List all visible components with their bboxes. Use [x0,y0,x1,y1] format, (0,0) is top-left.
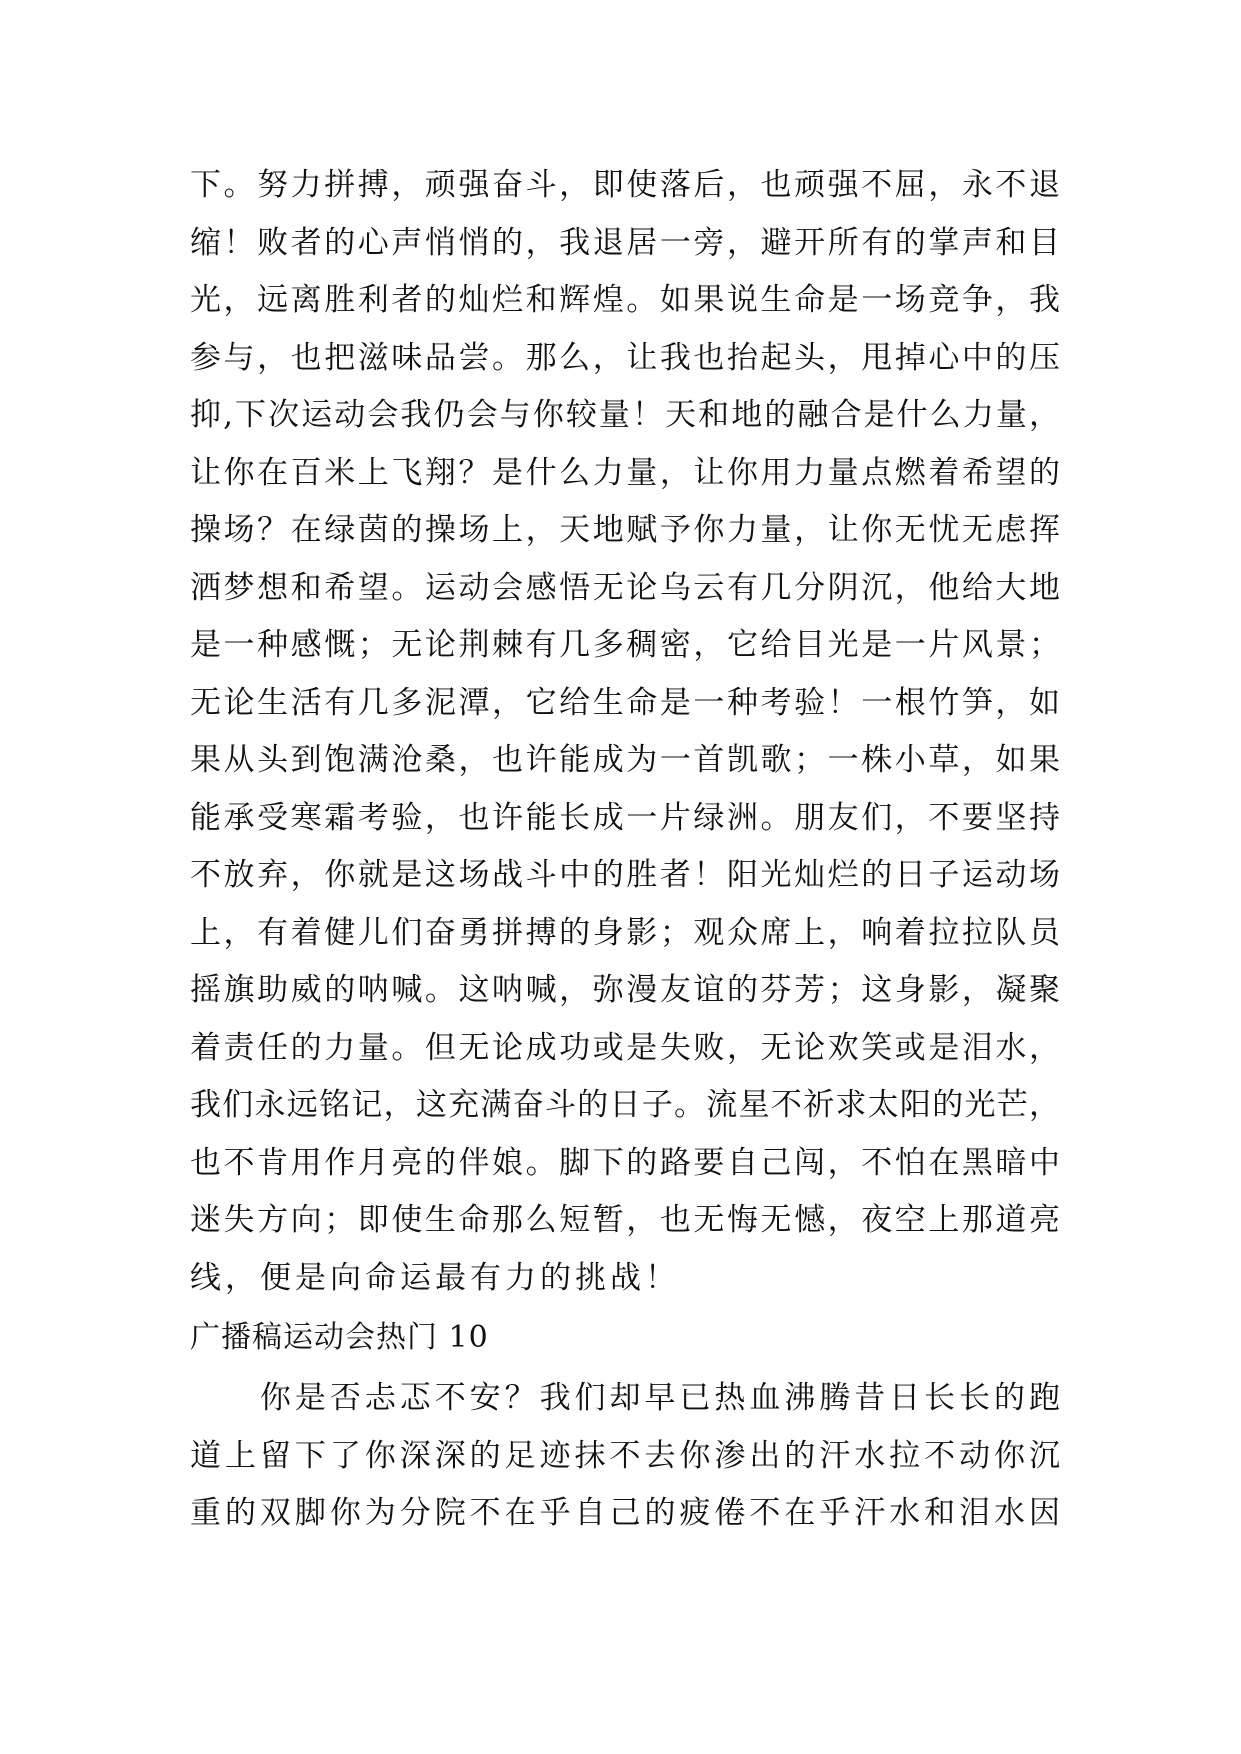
paragraph-line-last: 线，便是向命运最有力的挑战！ [190,1259,680,1296]
paragraph-line: 果从头到饱满沧桑，也许能成为一首凯歌；一株小草，如果 [190,742,1060,778]
paragraph-line: 摇旗助威的呐喊。这呐喊，弥漫友谊的芬芳；这身影，凝聚 [190,972,1060,1008]
paragraph-line: 无论生活有几多泥潭，它给生命是一种考验！一根竹笋，如 [190,684,1060,721]
section-paragraph [190,1370,1060,1543]
paragraph-line: 能承受寒霜考验，也许能长成一片绿洲。朋友们，不要坚持 [190,799,1060,836]
body-paragraph [190,157,1060,1307]
paragraph-line: 下。努力拼搏，顽强奋斗，即使落后，也顽强不屈，永不退 [190,167,1060,203]
paragraph-line: 道上留下了你深深的足迹抹不去你渗出的汗水拉不动你沉 [190,1437,1060,1474]
paragraph-line: 参与，也把滋味品尝。那么，让我也抬起头，甩掉心中的压 [190,339,1060,376]
paragraph-line: 你是否忐忑不安？我们却早已热血沸腾昔日长长的跑 [190,1380,1060,1416]
paragraph-line: 也不肯用作月亮的伴娘。脚下的路要自己闯，不怕在黑暗中 [190,1144,1060,1181]
paragraph-line: 是一种感慨；无论荆棘有几多稠密，它给目光是一片风景； [190,627,1060,663]
paragraph-line: 迷失方向；即使生命那么短暂，也无悔无憾，夜空上那道亮 [190,1202,1060,1238]
paragraph-line: 不放弃，你就是这场战斗中的胜者！阳光灿烂的日子运动场 [190,857,1060,893]
paragraph-line: 缩！败者的心声悄悄的，我退居一旁，避开所有的掌声和目 [190,224,1060,261]
paragraph-line: 操场？在绿茵的操场上，天地赋予你力量，让你无忧无虑挥 [190,512,1060,548]
paragraph-line: 我们永远铭记，这充满奋斗的日子。流星不祈求太阳的光芒， [190,1087,1060,1123]
paragraph-line: 让你在百米上飞翔？是什么力量，让你用力量点燃着希望的 [190,454,1060,491]
paragraph-line: 重的双脚你为分院不在乎自己的疲倦不在乎汗水和泪水因 [190,1495,1060,1531]
paragraph-line: 洒梦想和希望。运动会感悟无论乌云有几分阴沉，他给大地 [190,569,1060,606]
section-heading: 广播稿运动会热门 10 [190,1320,489,1355]
paragraph-line: 上，有着健儿们奋勇拼搏的身影；观众席上，响着拉拉队员 [190,914,1060,951]
paragraph-line: 光，远离胜利者的灿烂和辉煌。如果说生命是一场竞争，我 [190,282,1060,318]
paragraph-line: 抑,下次运动会我仍会与你较量！天和地的融合是什么力量， [190,397,1060,433]
paragraph-line: 着责任的力量。但无论成功或是失败，无论欢笑或是泪水， [190,1029,1060,1066]
